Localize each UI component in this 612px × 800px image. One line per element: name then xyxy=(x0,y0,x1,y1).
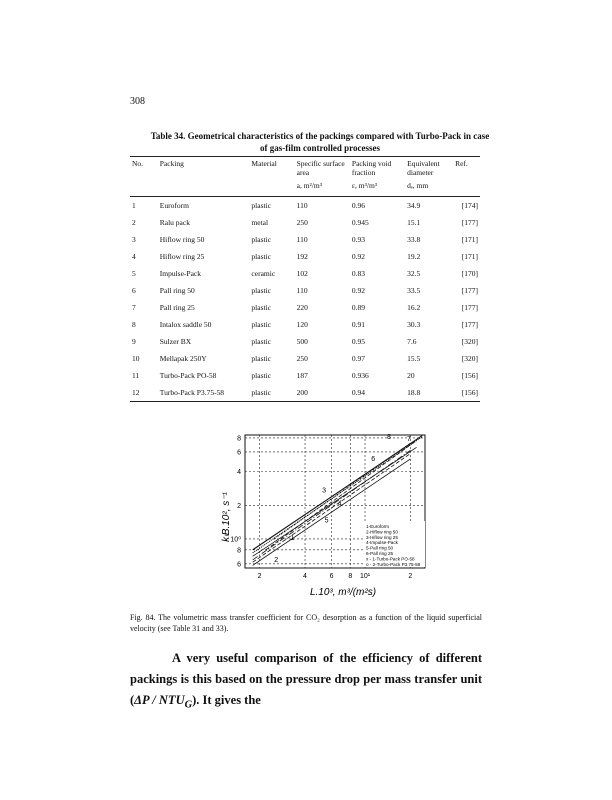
header-void-unit: ε, m³/m³ xyxy=(351,181,378,190)
cell-no: 3 xyxy=(132,235,136,244)
header-packing: Packing xyxy=(158,157,250,197)
header-specific-label: Specific surface area xyxy=(296,159,345,177)
figure-caption: Fig. 84. The volumetric mass transfer coefficient for CO₂ desorption as a function of the liquid superficial velocity (see Table 31 and 33). xyxy=(130,613,482,633)
cell-ref: [177] xyxy=(461,320,478,329)
cell-material: plastic xyxy=(251,252,271,261)
curve-label: 8 xyxy=(387,434,391,442)
cell-de: 33.8 xyxy=(407,235,421,244)
body-paragraph xyxy=(130,648,482,716)
x-tick-label: 4 xyxy=(303,573,307,580)
cell-material: plastic xyxy=(251,303,271,312)
cell-de: 30.3 xyxy=(407,320,421,329)
cell-packing: Pall ring 25 xyxy=(159,303,195,312)
cell-eps: 0.96 xyxy=(351,201,366,210)
body-text xyxy=(130,648,482,716)
cell-material: plastic xyxy=(249,384,294,402)
y-tick-label: 6 xyxy=(237,449,241,457)
table-row xyxy=(130,197,480,215)
cell-ref: [156] xyxy=(461,371,478,380)
table-row xyxy=(130,265,480,282)
cell-de: 19.2 xyxy=(407,252,421,261)
cell-de: 7.6 xyxy=(407,337,417,346)
cell-packing: Euroform xyxy=(159,201,189,210)
cell-eps: 0.94 xyxy=(350,384,405,402)
cell-material: plastic xyxy=(251,337,271,346)
x-axis-label: L.10³, m³/(m²s) xyxy=(309,587,377,598)
cell-no: 1 xyxy=(132,201,136,210)
cell-ref: [170] xyxy=(461,269,478,278)
cell-eps: 0.83 xyxy=(351,269,366,278)
x-tick-label: 8 xyxy=(348,573,353,580)
curve-label: 5 xyxy=(324,517,329,525)
cell-a: 500 xyxy=(296,337,308,346)
cell-ref: [171] xyxy=(461,252,478,261)
curve-label: 4 xyxy=(337,500,342,508)
cell-de: 16.2 xyxy=(407,303,421,312)
header-void-label: Packing void fraction xyxy=(351,159,392,177)
y-tick-label: 8 xyxy=(237,435,241,443)
legend-entry: x - 1-Turbo-Pack PO-58 xyxy=(366,556,415,562)
table-row xyxy=(130,299,480,316)
formula-sub: G xyxy=(184,699,193,711)
mass-transfer-chart xyxy=(215,425,455,600)
cell-ref: [171] xyxy=(461,235,478,244)
cell-a: 192 xyxy=(296,252,308,261)
cell-eps: 0.93 xyxy=(351,235,366,244)
formula xyxy=(134,693,193,711)
cell-no: 10 xyxy=(132,354,140,363)
cell-de: 18.8 xyxy=(405,384,453,402)
cell-a: 250 xyxy=(296,218,308,227)
y-axis-label: kₗB.10², s⁻¹ xyxy=(221,492,232,542)
cell-no: 4 xyxy=(132,252,136,261)
table-row xyxy=(130,367,480,384)
legend-entry: o - 2-Turbo-Pack P3.75-58 xyxy=(366,561,421,567)
curve-label: 6 xyxy=(371,455,376,463)
cell-de: 33.5 xyxy=(407,286,421,295)
cell-packing: Ralu pack xyxy=(159,218,190,227)
curve-label: 7 xyxy=(407,436,411,444)
cell-a: 110 xyxy=(296,286,308,295)
cell-eps: 0.89 xyxy=(351,303,366,312)
cell-no: 9 xyxy=(132,337,136,346)
header-equiv-label: Equivalent diameter xyxy=(407,159,440,177)
legend-entry: 1-Euroform xyxy=(366,524,389,529)
cell-no: 12 xyxy=(130,384,158,402)
table-row xyxy=(130,384,480,402)
cell-material: plastic xyxy=(251,320,271,329)
table-row xyxy=(130,350,480,367)
cell-eps: 0.936 xyxy=(351,371,369,380)
cell-ref: [320] xyxy=(461,337,478,346)
cell-ref: [320] xyxy=(461,354,478,363)
cell-eps: 0.92 xyxy=(351,286,366,295)
cell-de: 34.9 xyxy=(407,201,421,210)
table-row xyxy=(130,333,480,350)
header-no: No. xyxy=(130,157,158,197)
table-row xyxy=(130,248,480,265)
cell-no: 11 xyxy=(132,371,140,380)
table-header-row xyxy=(130,157,480,197)
curve-label: 1 xyxy=(290,534,295,542)
body-part2: ). It gives the xyxy=(192,693,261,707)
cell-packing: Turbo-Pack P3.75-58 xyxy=(158,384,250,402)
cell-de: 15.1 xyxy=(407,218,421,227)
formula-main: ΔP / NTU xyxy=(134,693,185,707)
cell-eps: 0.945 xyxy=(351,218,369,227)
header-void xyxy=(350,157,405,197)
x-tick-label: 2 xyxy=(257,573,262,580)
x-tick-label: 2 xyxy=(408,573,413,580)
body-part1: A very useful comparison of the efficiency of different packings is this based on the pressure drop per mass transfer unit ( xyxy=(130,651,482,707)
header-equiv-unit: dₑ, mm xyxy=(407,181,429,190)
table-row xyxy=(130,214,480,231)
table-row xyxy=(130,231,480,248)
cell-de: 20 xyxy=(407,371,415,380)
y-tick-label: 10⁰ xyxy=(230,536,241,544)
header-specific xyxy=(295,157,350,197)
x-tick-label: 10¹ xyxy=(359,573,371,580)
cell-ref: [177] xyxy=(461,218,478,227)
y-tick-label: 2 xyxy=(237,502,241,510)
cell-packing: Intalox saddle 50 xyxy=(159,320,212,329)
page-number: 308 xyxy=(130,96,145,107)
curve-label: 2 xyxy=(274,557,279,565)
legend-entry: 3-Hiflow ring 25 xyxy=(366,534,398,540)
legend-entry: 2-Hiflow ring 50 xyxy=(366,529,398,535)
y-tick-label: 4 xyxy=(237,469,241,477)
legend-entry: 5-Pall ring 50 xyxy=(366,545,394,551)
cell-a: 120 xyxy=(296,320,308,329)
cell-no: 5 xyxy=(132,269,136,278)
cell-packing: Turbo-Pack PO-58 xyxy=(159,371,217,380)
cell-packing: Hiflow ring 50 xyxy=(159,235,205,244)
cell-packing: Sulzer BX xyxy=(159,337,192,346)
cell-material: plastic xyxy=(251,235,271,244)
cell-material: plastic xyxy=(251,201,271,210)
packing-table xyxy=(130,156,480,402)
cell-no: 6 xyxy=(132,286,136,295)
cell-ref: [174] xyxy=(461,201,478,210)
header-material: Material xyxy=(249,157,294,197)
cell-packing: Pall ring 50 xyxy=(159,286,195,295)
cell-de: 15.5 xyxy=(407,354,421,363)
curve-label: 3 xyxy=(322,487,327,495)
cell-packing: Impulse-Pack xyxy=(159,269,201,278)
cell-eps: 0.95 xyxy=(351,337,366,346)
cell-material: ceramic xyxy=(251,269,276,278)
cell-a: 220 xyxy=(296,303,308,312)
header-equiv xyxy=(405,157,453,197)
cell-eps: 0.97 xyxy=(351,354,366,363)
cell-a: 110 xyxy=(296,235,308,244)
cell-de: 32.5 xyxy=(407,269,421,278)
cell-a: 200 xyxy=(295,384,350,402)
cell-packing: Hiflow ring 25 xyxy=(159,252,205,261)
cell-material: plastic xyxy=(251,371,271,380)
cell-material: plastic xyxy=(251,354,271,363)
legend-entry: 4-Impulse-Pack xyxy=(366,540,398,546)
cell-a: 187 xyxy=(296,371,308,380)
legend-entry: 6-Pall ring 25 xyxy=(366,551,394,556)
cell-material: metal xyxy=(251,218,269,227)
cell-eps: 0.91 xyxy=(351,320,366,329)
cell-ref: [156] xyxy=(453,384,480,402)
y-tick-label: 6 xyxy=(237,561,241,569)
cell-a: 110 xyxy=(296,201,308,210)
table-row xyxy=(130,282,480,299)
cell-eps: 0.92 xyxy=(351,252,366,261)
cell-ref: [177] xyxy=(461,303,478,312)
cell-no: 7 xyxy=(132,303,136,312)
cell-packing: Mellapak 250Y xyxy=(159,354,207,363)
y-tick-label: 8 xyxy=(237,547,241,555)
cell-no: 8 xyxy=(132,320,136,329)
cell-material: plastic xyxy=(251,286,271,295)
cell-a: 102 xyxy=(296,269,308,278)
cell-no: 2 xyxy=(132,218,136,227)
table-caption: Table 34. Geometrical characteristics of the packings compared with Turbo-Pack in case of gas-film controlled processes xyxy=(150,131,490,153)
cell-ref: [177] xyxy=(461,286,478,295)
header-specific-unit: a, m²/m³ xyxy=(296,181,322,190)
header-ref: Ref. xyxy=(453,157,480,197)
cell-a: 250 xyxy=(296,354,308,363)
table-body xyxy=(130,197,480,402)
table-row xyxy=(130,316,480,333)
x-tick-label: 6 xyxy=(329,573,334,580)
